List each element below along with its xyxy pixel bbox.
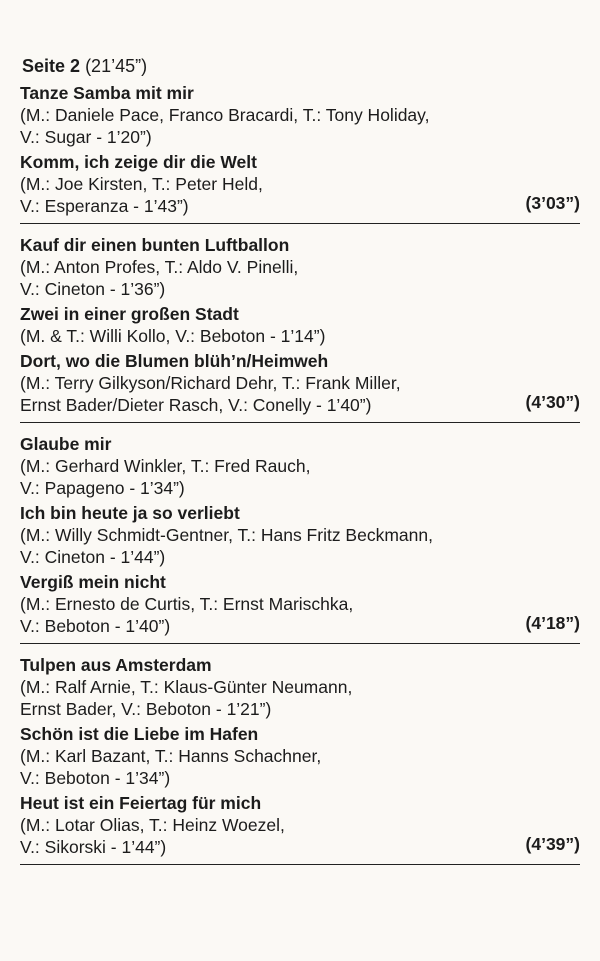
song-credit-line: V.: Beboton - 1’40”) (20, 616, 171, 636)
song-title: Zwei in einer großen Stadt (20, 304, 239, 324)
song-credit-line: V.: Papageno - 1’34”) (20, 478, 185, 498)
song-credit-line: (M.: Terry Gilkyson/Richard Dehr, T.: Frank Miller, (20, 373, 401, 393)
song-entry (20, 82, 580, 148)
song-credit-line: V.: Cineton - 1’36”) (20, 279, 166, 299)
song-title: Ich bin heute ja so verliebt (20, 503, 240, 523)
song-credit-line: (M.: Ernesto de Curtis, T.: Ernst Marischka, (20, 594, 354, 614)
song-credit-line: (M.: Anton Profes, T.: Aldo V. Pinelli, (20, 257, 299, 277)
song-entry (20, 502, 580, 568)
song-entry (20, 654, 580, 720)
side-runtime: (21’45”) (85, 56, 148, 76)
track-group (20, 234, 580, 423)
song-credit-line: (M. & T.: Willi Kollo, V.: Beboton - 1’14”) (20, 326, 326, 346)
song-entry (20, 723, 580, 789)
group-duration: (3’03”) (525, 193, 580, 213)
song-credit-line: (M.: Gerhard Winkler, T.: Fred Rauch, (20, 456, 311, 476)
song-entry (20, 303, 580, 347)
song-entry (20, 350, 580, 416)
song-title: Tulpen aus Amsterdam (20, 655, 212, 675)
song-title: Dort, wo die Blumen blüh’n/Heimweh (20, 351, 329, 371)
song-title: Tanze Samba mit mir (20, 83, 194, 103)
group-divider (20, 223, 580, 224)
song-credit-line: V.: Beboton - 1’34”) (20, 768, 171, 788)
song-title: Vergiß mein nicht (20, 572, 166, 592)
song-entry (20, 151, 580, 217)
song-entry (20, 571, 580, 637)
song-entry (20, 433, 580, 499)
song-credit-line: (M.: Daniele Pace, Franco Bracardi, T.: Tony Holiday, (20, 105, 430, 125)
song-title: Heut ist ein Feiertag für mich (20, 793, 262, 813)
song-title: Schön ist die Liebe im Hafen (20, 724, 259, 744)
group-duration: (4’18”) (525, 613, 580, 633)
song-credit-line: V.: Sugar - 1’20”) (20, 127, 152, 147)
group-divider (20, 643, 580, 644)
song-entry (20, 792, 580, 858)
group-divider (20, 864, 580, 865)
group-duration: (4’30”) (525, 392, 580, 412)
song-credit-line: Ernst Bader/Dieter Rasch, V.: Conelly - 1’40”) (20, 395, 372, 415)
side-label: Seite 2 (22, 56, 81, 76)
song-credit-line: (M.: Willy Schmidt-Gentner, T.: Hans Fritz Beckmann, (20, 525, 433, 545)
song-credit-line: V.: Esperanza - 1’43”) (20, 196, 189, 216)
group-divider (20, 422, 580, 423)
song-credit-line: (M.: Joe Kirsten, T.: Peter Held, (20, 174, 263, 194)
track-groups (20, 82, 580, 865)
group-duration: (4’39”) (525, 834, 580, 854)
track-group (20, 654, 580, 865)
track-group (20, 82, 580, 224)
song-credit-line: V.: Sikorski - 1’44”) (20, 837, 167, 857)
song-credit-line: V.: Cineton - 1’44”) (20, 547, 166, 567)
track-group (20, 433, 580, 644)
song-credit-line: (M.: Lotar Olias, T.: Heinz Woezel, (20, 815, 285, 835)
song-title: Komm, ich zeige dir die Welt (20, 152, 257, 172)
side-header (22, 54, 147, 78)
song-credit-line: Ernst Bader, V.: Beboton - 1’21”) (20, 699, 272, 719)
song-entry (20, 234, 580, 300)
song-credit-line: (M.: Karl Bazant, T.: Hanns Schachner, (20, 746, 322, 766)
song-title: Glaube mir (20, 434, 112, 454)
song-title: Kauf dir einen bunten Luftballon (20, 235, 290, 255)
song-credit-line: (M.: Ralf Arnie, T.: Klaus-Günter Neumann, (20, 677, 353, 697)
